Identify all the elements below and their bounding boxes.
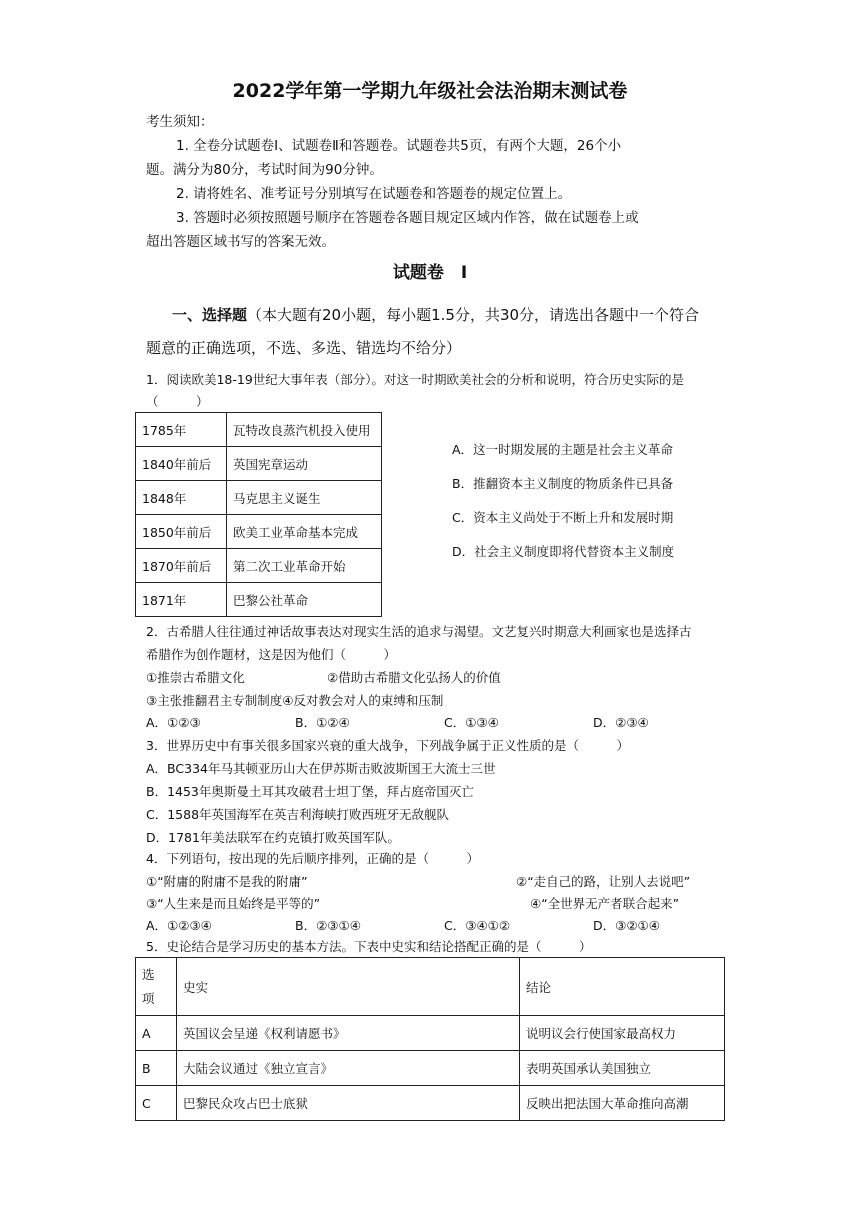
event-cell: 欧美工业革命基本完成 [227,515,382,549]
notice-item-2: 2. 请将姓名、准考证号分别填写在试题卷和答题卷的规定位置上。 [176,186,572,202]
notice-item-1-cont: 题。满分为80分，考试时间为90分钟。 [146,162,383,178]
q1-option-b: B．推翻资本主义制度的物质条件已具备 [452,476,674,491]
q4-option-b: B．②③①④ [295,918,361,933]
notice-item-3: 3. 答题时必须按照题号顺序在答题卷各题目规定区域内作答，做在试题卷上或 [176,210,639,226]
q2-option-b: B．①②④ [295,715,350,730]
notice-item-1: 1. 全卷分试题卷Ⅰ、试题卷Ⅱ和答题卷。试题卷共5页，有两个大题，26个小 [176,138,622,154]
q2-item-1: ①推崇古希腊文化 [146,670,245,685]
notice-heading: 考生须知： [146,114,214,130]
q1-paren: （ ） [146,394,209,409]
event-cell: 第二次工业革命开始 [227,549,382,583]
event-cell: 巴黎公社革命 [227,583,382,617]
q3-option-d: D．1781年美法联军在约克镇打败英国军队。 [146,830,400,845]
q1-option-c: C．资本主义尚处于不断上升和发展时期 [452,510,674,525]
q2-option-d: D．②③④ [593,715,649,730]
table-row [136,481,382,515]
q1-option-a: A．这一时期发展的主题是社会主义革命 [452,442,674,457]
event-cell: 马克思主义诞生 [227,481,382,515]
row-fact: 大陆会议通过《独立宣言》 [177,1051,520,1086]
row-fact: 巴黎民众攻占巴士底狱 [177,1086,520,1121]
table-row [136,1086,725,1121]
q2-item-3-4: ③主张推翻君主专制制度④反对教会对人的束缚和压制 [146,693,444,708]
header-fact: 史实 [177,958,520,1016]
year-cell: 1850年前后 [136,515,227,549]
q3-stem: 3．世界历史中有事关很多国家兴衰的重大战争，下列战争属于正义性质的是（ ） [146,738,629,753]
header-key: 选项 [136,958,177,1016]
year-cell: 1870年前后 [136,549,227,583]
q4-item-4: ④“全世界无产者联合起来” [530,896,680,911]
q4-item-2: ②“走自己的路，让别人去说吧” [516,874,691,889]
part1-heading: 一、选择题 [172,306,248,324]
row-fact: 英国议会呈递《权利请愿书》 [177,1016,520,1051]
row-key: B [136,1051,177,1086]
q3-option-c: C．1588年英国海军在英吉利海峡打败西班牙无敌舰队 [146,807,450,822]
q3-option-b: B．1453年奥斯曼土耳其攻破君士坦丁堡，拜占庭帝国灭亡 [146,784,474,799]
row-conclusion: 说明议会行使国家最高权力 [520,1016,725,1051]
table-row [136,515,382,549]
row-key: A [136,1016,177,1051]
q4-item-1: ①“附庸的附庸不是我的附庸” [146,874,308,889]
part1-desc-1: （本大题有20小题，每小题1.5分，共30分，请选出各题中一个符合 [247,306,700,324]
year-cell: 1848年 [136,481,227,515]
q4-item-3: ③“人生来是而且始终是平等的” [146,896,321,911]
q1-option-d: D．社会主义制度即将代替资本主义制度 [452,544,675,559]
row-conclusion: 反映出把法国大革命推向高潮 [520,1086,725,1121]
part1-desc-2: 题意的正确选项，不选、多选、错选均不给分） [146,339,462,357]
q2-option-c: C．①③④ [444,715,499,730]
q4-stem: 4．下列语句，按出现的先后顺序排列，正确的是（ ） [146,851,479,866]
q5-table [135,957,725,1121]
exam-title: 2022学年第一学期九年级社会法治期末测试卷 [232,80,628,102]
table-row [136,583,382,617]
q5-stem: 5．史论结合是学习历史的基本方法。下表中史实和结论搭配正确的是（ ） [146,939,592,954]
year-cell: 1840年前后 [136,447,227,481]
q4-option-d: D．③②①④ [593,918,660,933]
q1-stem: 1．阅读欧美18-19世纪大事年表（部分）。对这一时期欧美社会的分析和说明，符合历史实际的是 [146,372,685,387]
table-row [136,413,382,447]
year-cell: 1785年 [136,413,227,447]
event-cell: 英国宪章运动 [227,447,382,481]
table-row [136,549,382,583]
notice-item-3-cont: 超出答题区域书写的答案无效。 [146,234,335,250]
q4-option-c: C．③④①② [444,918,511,933]
table-header-row [136,958,725,1016]
row-conclusion: 表明英国承认美国独立 [520,1051,725,1086]
part1-header [172,304,699,325]
header-conclusion: 结论 [520,958,725,1016]
table-row [136,1016,725,1051]
table-row [136,447,382,481]
year-cell: 1871年 [136,583,227,617]
row-key: C [136,1086,177,1121]
q2-option-a: A．①②③ [146,715,201,730]
q2-stem-1: 2．古希腊人往往通过神话故事表达对现实生活的追求与渴望。文艺复兴时期意大利画家也是选择古 [146,624,692,639]
q2-stem-2: 希腊作为创作题材，这是因为他们（ ） [146,647,397,662]
section-title: 试题卷 Ⅰ [392,263,468,283]
q2-item-2: ②借助古希腊文化弘扬人的价值 [327,670,501,685]
q1-timeline-table [135,412,382,617]
event-cell: 瓦特改良蒸汽机投入使用 [227,413,382,447]
table-row [136,1051,725,1086]
q3-option-a: A．BC334年马其顿亚历山大在伊苏斯击败波斯国王大流士三世 [146,761,496,776]
q4-option-a: A．①②③④ [146,918,212,933]
